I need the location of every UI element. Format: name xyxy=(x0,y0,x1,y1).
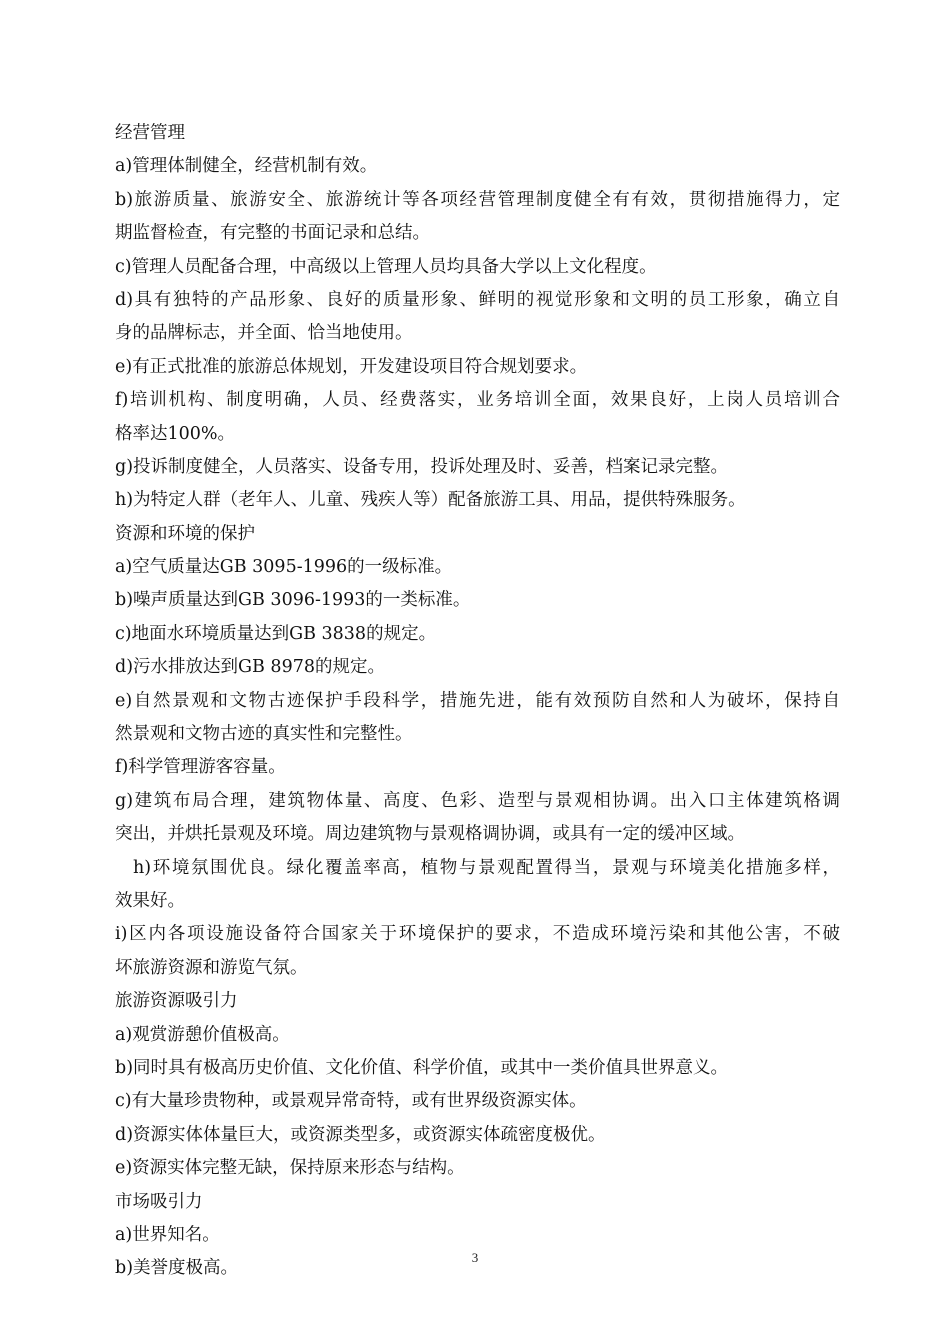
list-item-continuation: 格率达100%。 xyxy=(115,423,236,444)
list-item: d)资源实体体量巨大，或资源类型多，或资源实体疏密度极优。 xyxy=(115,1124,606,1145)
list-item-continuation: 期监督检查，有完整的书面记录和总结。 xyxy=(115,223,430,244)
page-number: 3 xyxy=(471,1250,479,1265)
list-item: c)管理人员配备合理，中高级以上管理人员均具备大学以上文化程度。 xyxy=(115,256,657,277)
list-item: h)环境氛围优良。绿化覆盖率高，植物与景观配置得当，景观与环境美化措施多样， xyxy=(133,857,840,878)
list-item-continuation: 坏旅游资源和游览气氛。 xyxy=(115,957,308,978)
list-item: b)美誉度极高。 xyxy=(115,1258,239,1279)
list-item: a)世界知名。 xyxy=(115,1224,220,1245)
list-item: i)区内各项设施设备符合国家关于环境保护的要求，不造成环境污染和其他公害，不破 xyxy=(115,924,840,945)
section-heading-operations: 经营管理 xyxy=(115,123,185,143)
section-heading-environment: 资源和环境的保护 xyxy=(115,523,255,544)
list-item: a)管理体制健全，经营机制有效。 xyxy=(115,156,378,177)
list-item: e)有正式批准的旅游总体规划，开发建设项目符合规划要求。 xyxy=(115,356,588,377)
list-item: c)有大量珍贵物种，或景观异常奇特，或有世界级资源实体。 xyxy=(115,1091,587,1112)
list-item-continuation: 身的品牌标志，并全面、恰当地使用。 xyxy=(115,323,413,344)
list-item: f)培训机构、制度明确，人员、经费落实，业务培训全面，效果良好，上岗人员培训合 xyxy=(115,390,840,411)
list-item: e)资源实体完整无缺，保持原来形态与结构。 xyxy=(115,1158,465,1179)
list-item: a)空气质量达GB 3095-1996的一级标准。 xyxy=(115,557,453,578)
list-item: e)自然景观和文物古迹保护手段科学，措施先进，能有效预防自然和人为破坏，保持自 xyxy=(115,690,840,711)
list-item-continuation: 然景观和文物古迹的真实性和完整性。 xyxy=(115,724,413,745)
section-heading-resource-attraction: 旅游资源吸引力 xyxy=(115,991,238,1012)
document-body xyxy=(115,117,840,1286)
list-item-continuation: 效果好。 xyxy=(115,890,185,911)
list-item: g)建筑布局合理，建筑物体量、高度、色彩、造型与景观相协调。出入口主体建筑格调 xyxy=(115,790,840,811)
list-item: g)投诉制度健全，人员落实、设备专用，投诉处理及时、妥善，档案记录完整。 xyxy=(115,456,729,477)
list-item: d)污水排放达到GB 8978的规定。 xyxy=(115,657,385,678)
list-item: c)地面水环境质量达到GB 3838的规定。 xyxy=(115,623,437,644)
list-item: f)科学管理游客容量。 xyxy=(115,757,286,778)
list-item: b)旅游质量、旅游安全、旅游统计等各项经营管理制度健全有有效，贯彻措施得力，定 xyxy=(115,189,840,210)
section-heading-market-attraction: 市场吸引力 xyxy=(115,1191,203,1212)
list-item: h)为特定人群（老年人、儿童、残疾人等）配备旅游工具、用品，提供特殊服务。 xyxy=(115,490,746,511)
list-item: a)观赏游憩价值极高。 xyxy=(115,1024,290,1045)
list-item-continuation: 突出，并烘托景观及环境。周边建筑物与景观格调协调，或具有一定的缓冲区域。 xyxy=(115,824,745,845)
list-item: d)具有独特的产品形象、良好的质量形象、鲜明的视觉形象和文明的员工形象，确立自 xyxy=(115,289,840,310)
list-item: b)噪声质量达到GB 3096-1993的一类标准。 xyxy=(115,590,471,611)
list-item: b)同时具有极高历史价值、文化价值、科学价值，或其中一类价值具世界意义。 xyxy=(115,1057,729,1078)
